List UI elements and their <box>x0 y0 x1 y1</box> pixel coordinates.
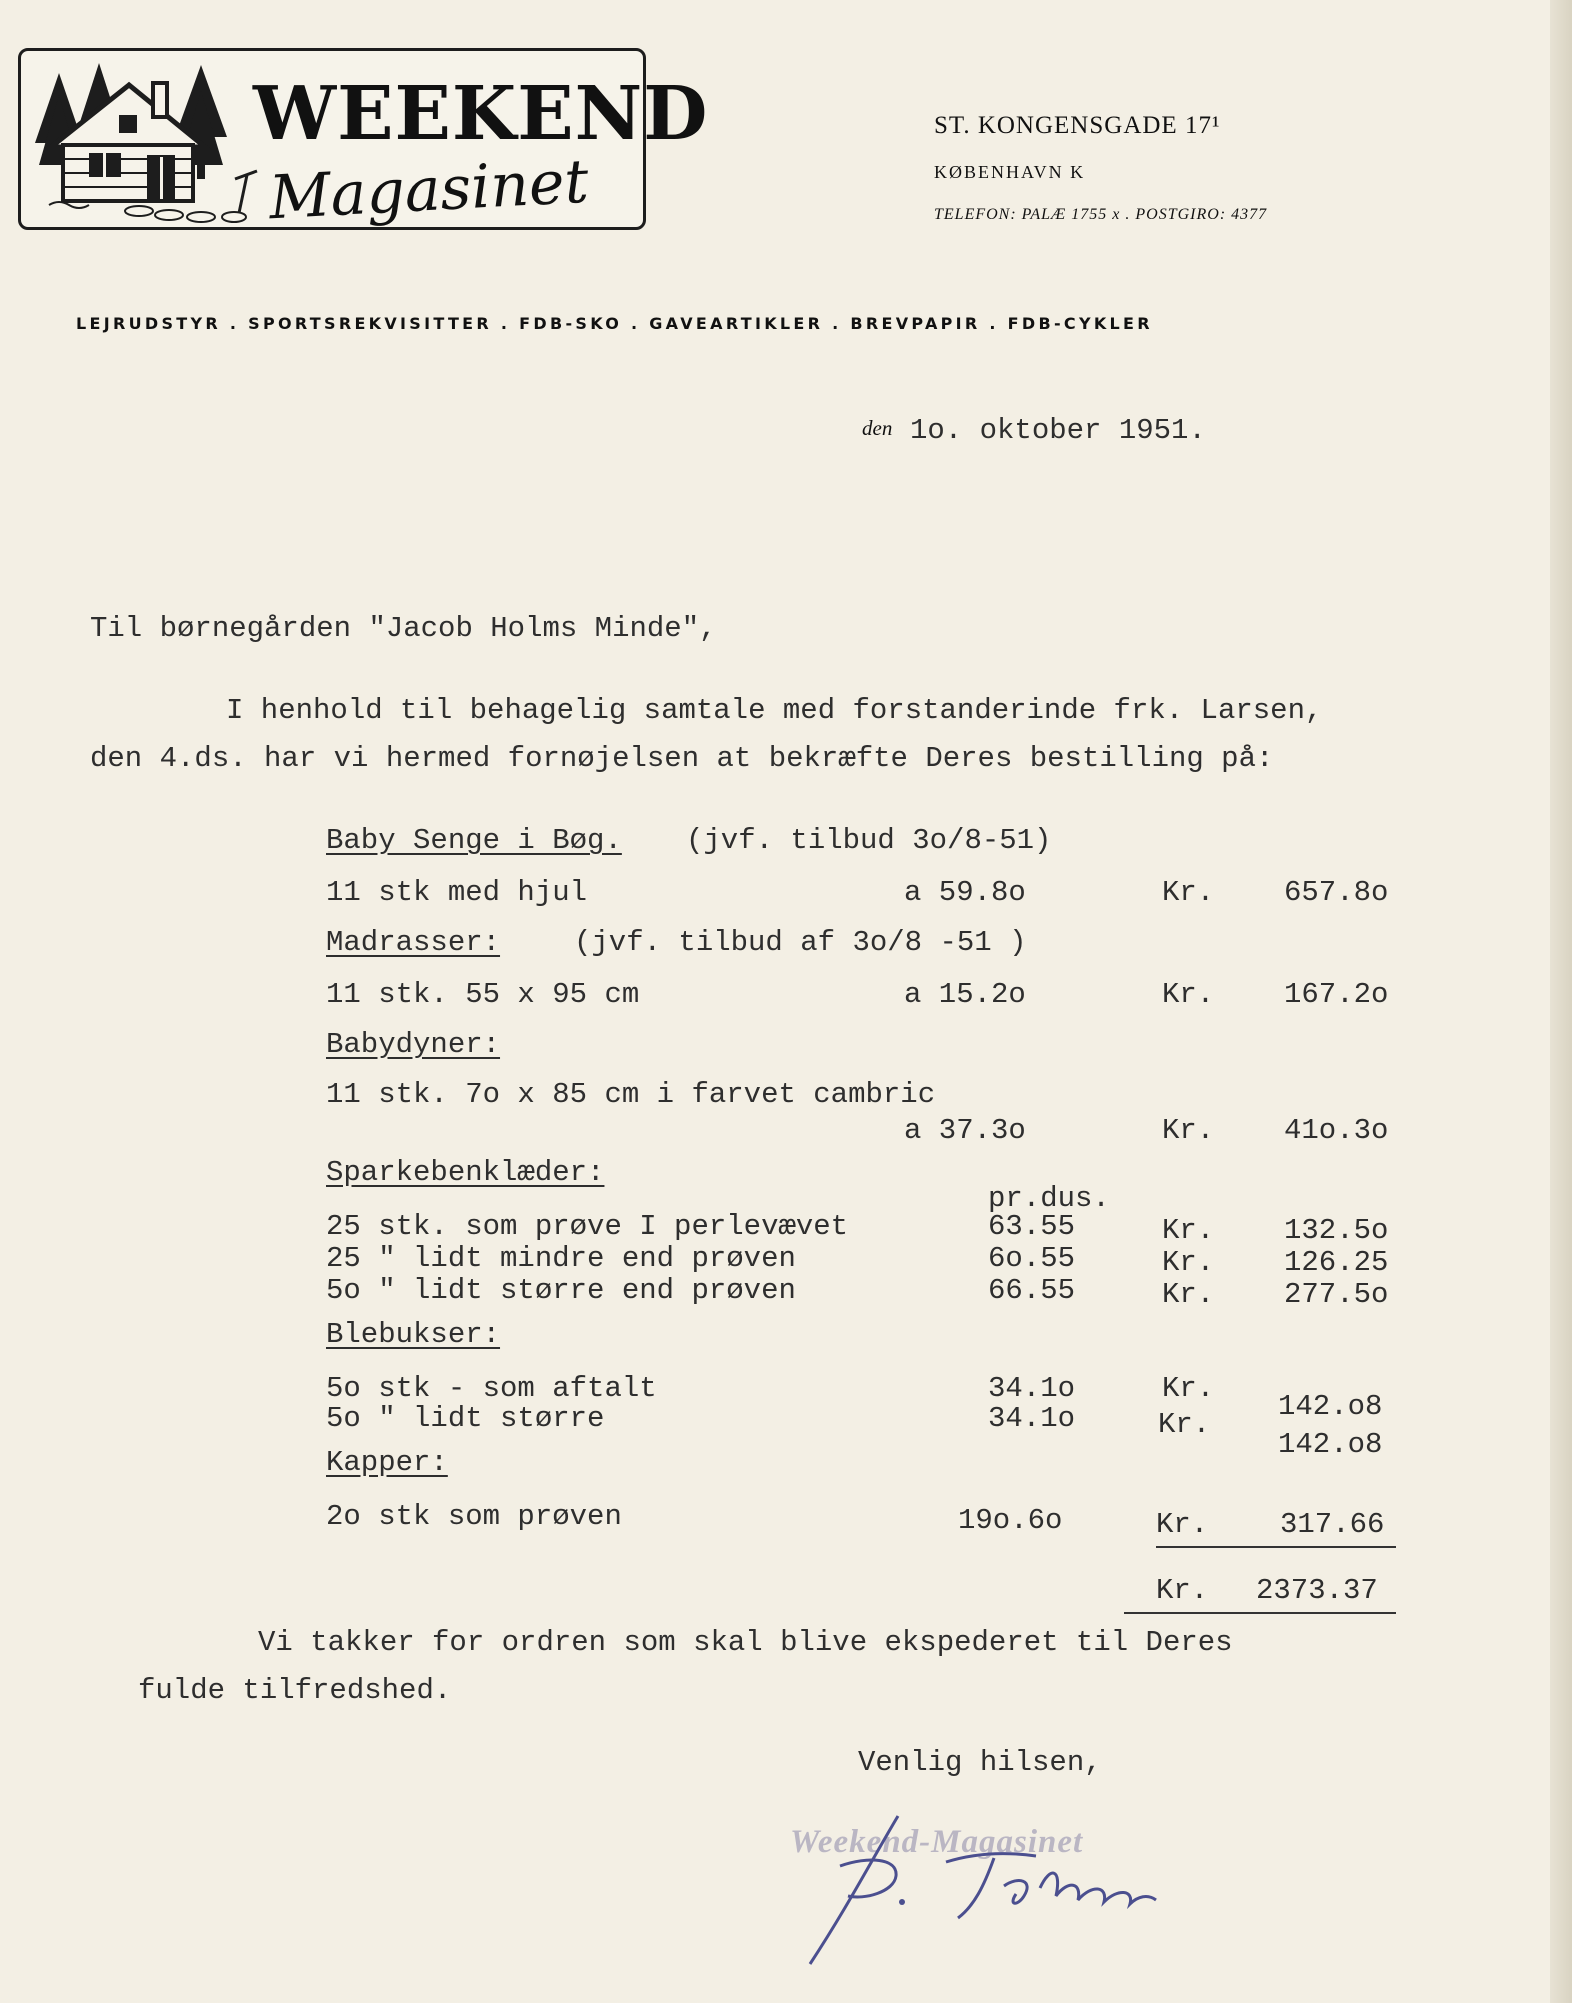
diapers-total-2: 142.o8 <box>1278 1428 1383 1461</box>
coats-currency: Kr. <box>1156 1508 1209 1541</box>
company-stamp: Weekend-Magasinet <box>790 1824 1084 1860</box>
diapers-total-1: 142.o8 <box>1278 1390 1383 1423</box>
duvet-header: Babydyner: <box>326 1028 501 1061</box>
duvet-currency: Kr. <box>1162 1114 1215 1147</box>
grand-total-rule <box>1124 1612 1396 1614</box>
baby-beds-price: a 59.8o <box>904 876 1026 909</box>
logo <box>18 48 709 234</box>
diapers-2-desc: 5o " lidt større <box>326 1402 605 1435</box>
diapers-header: Blebukser: <box>326 1318 501 1351</box>
sleepers-3-desc: 5o " lidt større end prøven <box>326 1274 796 1307</box>
madras-header: Madrasser: <box>326 926 501 959</box>
address-phone: TELEFON: PALÆ 1755 x . POSTGIRO: 4377 <box>934 206 1268 223</box>
duvet-price: a 37.3o <box>904 1114 1026 1147</box>
baby-beds-currency: Kr. <box>1162 876 1215 909</box>
logo-magasinet-text: Magasinet <box>267 146 591 234</box>
diapers-2-price: 34.1o <box>988 1402 1076 1435</box>
intro-line-2: den 4.ds. har vi hermed fornøjelsen at bekræfte Deres bestilling på: <box>90 742 1274 775</box>
closing-line-2: fulde tilfredshed. <box>138 1674 452 1707</box>
madras-price: a 15.2o <box>904 978 1026 1011</box>
sleepers-header: Sparkebenklæder: <box>326 1156 605 1189</box>
grand-total: 2373.37 <box>1256 1574 1378 1607</box>
signature <box>778 1796 1218 1976</box>
sleepers-2-desc: 25 " lidt mindre end prøven <box>326 1242 796 1275</box>
madras-total: 167.2o <box>1284 978 1389 1011</box>
coats-price: 19o.6o <box>958 1504 1063 1537</box>
duvet-qty: 11 stk. 7o x 85 cm i farvet cambric <box>326 1078 936 1111</box>
madras-ref: (jvf. tilbud af 3o/8 -51 ) <box>574 926 1027 959</box>
sleepers-3-price: 66.55 <box>988 1274 1076 1307</box>
sleepers-3-total: 277.5o <box>1284 1278 1389 1311</box>
coats-header: Kapper: <box>326 1446 448 1479</box>
logo-weekend-text: WEEKEND <box>253 71 709 157</box>
sleepers-2-price: 6o.55 <box>988 1242 1076 1275</box>
diapers-1-price: 34.1o <box>988 1372 1076 1405</box>
sleepers-unit: pr.dus. <box>988 1182 1110 1215</box>
duvet-total: 41o.3o <box>1284 1114 1389 1147</box>
date-text: 1o. oktober 1951. <box>910 414 1206 447</box>
diapers-1-currency: Kr. <box>1162 1372 1215 1405</box>
product-line: LEJRUDSTYR . SPORTSREKVISITTER . FDB-SKO . GAVEARTIKLER . BREVPAPIR . FDB-CYKLER <box>76 314 1153 333</box>
sleepers-1-desc: 25 stk. som prøve I perlevævet <box>326 1210 849 1243</box>
closing-line-1: Vi takker for ordren som skal blive ekspederet til Deres <box>258 1626 1233 1659</box>
diapers-1-desc: 5o stk - som aftalt <box>326 1372 657 1405</box>
madras-qty: 11 stk. 55 x 95 cm <box>326 978 640 1011</box>
subtotal-rule <box>1156 1546 1396 1548</box>
sleepers-1-price: 63.55 <box>988 1210 1076 1243</box>
sleepers-1-currency: Kr. <box>1162 1214 1215 1247</box>
baby-beds-total: 657.8o <box>1284 876 1389 909</box>
sleepers-2-total: 126.25 <box>1284 1246 1389 1279</box>
cabin-trees-icon <box>29 55 269 223</box>
address-street: ST. KONGENSGADE 17¹ <box>934 112 1221 139</box>
madras-currency: Kr. <box>1162 978 1215 1011</box>
baby-beds-ref: (jvf. tilbud 3o/8-51) <box>686 824 1052 857</box>
coats-total: 317.66 <box>1280 1508 1385 1541</box>
greeting: Venlig hilsen, <box>858 1746 1102 1779</box>
sleepers-2-currency: Kr. <box>1162 1246 1215 1279</box>
diapers-2-currency: Kr. <box>1158 1408 1211 1441</box>
sleepers-3-currency: Kr. <box>1162 1278 1215 1311</box>
baby-beds-qty: 11 stk med hjul <box>326 876 588 909</box>
grand-total-currency: Kr. <box>1156 1574 1209 1607</box>
baby-beds-header: Baby Senge i Bøg. <box>326 824 622 857</box>
paper-edge <box>1550 0 1572 2003</box>
intro-line-1: I henhold til behagelig samtale med forstanderinde frk. Larsen, <box>226 694 1323 727</box>
date-prefix: den <box>862 416 893 440</box>
coats-desc: 2o stk som prøven <box>326 1500 622 1533</box>
address-city: KØBENHAVN K <box>934 162 1086 182</box>
sleepers-1-total: 132.5o <box>1284 1214 1389 1247</box>
salutation: Til børnegården "Jacob Holms Minde", <box>90 612 717 645</box>
